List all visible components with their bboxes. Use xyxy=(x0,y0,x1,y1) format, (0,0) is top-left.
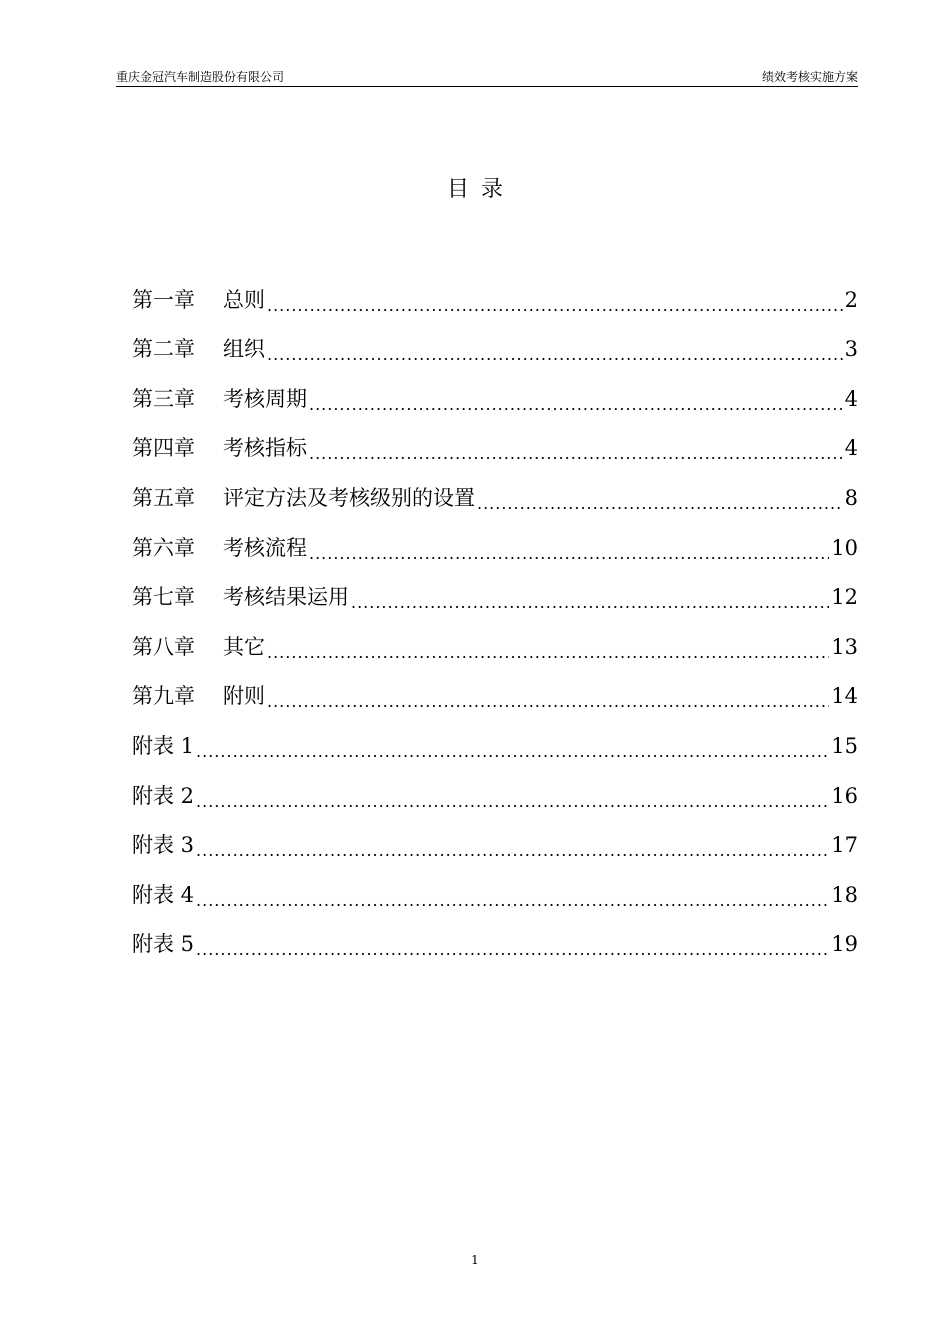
toc-entry-chapter: 第八章 xyxy=(132,634,195,659)
header-company-name: 重庆金冠汽车制造股份有限公司 xyxy=(116,70,285,84)
toc-entry-page-number: 15 xyxy=(831,733,858,758)
toc-entry-page-number: 17 xyxy=(831,833,858,858)
toc-entry-chapter: 第九章 xyxy=(132,684,195,709)
toc-entry-leader-dots xyxy=(267,329,843,369)
toc-entry[interactable] xyxy=(132,816,858,866)
toc-entry-text: 总则 xyxy=(223,287,265,312)
toc-entry-leader-dots xyxy=(309,528,829,568)
toc-entry-page-number: 4 xyxy=(844,386,858,411)
toc-entry-leader-dots xyxy=(196,776,829,816)
toc-entry-text: 考核流程 xyxy=(223,535,307,560)
toc-entry-leader-dots xyxy=(196,726,829,766)
toc-entry-chapter: 第六章 xyxy=(132,535,195,560)
toc-entry-leader-dots xyxy=(196,875,829,915)
toc-entry-chapter: 第三章 xyxy=(132,386,195,411)
toc-entry-page-number: 13 xyxy=(831,634,858,659)
toc-entry-chapter: 附表 5 xyxy=(132,932,195,957)
toc-entry-text: 其它 xyxy=(223,634,265,659)
toc-entry-leader-dots xyxy=(267,676,829,716)
toc-entry-chapter: 附表 1 xyxy=(132,733,195,758)
toc-entry-page-number: 16 xyxy=(831,783,858,808)
toc-entry-leader-dots xyxy=(477,478,843,518)
toc-entry-leader-dots xyxy=(196,924,829,964)
toc-entry[interactable] xyxy=(132,419,858,469)
toc-entry-text: 考核周期 xyxy=(223,386,307,411)
header-document-title: 绩效考核实施方案 xyxy=(761,70,858,84)
toc-entry[interactable] xyxy=(132,617,858,667)
toc-entry-leader-dots xyxy=(267,627,829,667)
toc-entry[interactable] xyxy=(132,468,858,518)
toc-entry[interactable] xyxy=(132,915,858,965)
toc-entry-text: 评定方法及考核级别的设置 xyxy=(223,485,475,510)
toc-entry-page-number: 10 xyxy=(831,535,858,560)
page-number: 1 xyxy=(471,1253,479,1267)
toc-entry-page-number: 4 xyxy=(844,436,858,461)
toc-entry-leader-dots xyxy=(351,577,829,617)
toc-entry-leader-dots xyxy=(196,825,829,865)
toc-entry-page-number: 8 xyxy=(844,485,858,510)
toc-entry[interactable] xyxy=(132,865,858,915)
toc-entry[interactable] xyxy=(132,270,858,320)
toc-entry-chapter: 第七章 xyxy=(132,585,195,610)
toc-entry-page-number: 19 xyxy=(831,932,858,957)
toc-entry[interactable] xyxy=(132,568,858,618)
toc-title: 目录 xyxy=(446,177,515,202)
toc-entry-chapter: 第二章 xyxy=(132,337,195,362)
toc-entry[interactable] xyxy=(132,320,858,370)
toc-entry-page-number: 14 xyxy=(831,684,858,709)
toc-entry-text: 考核结果运用 xyxy=(223,585,349,610)
toc-entry-chapter: 附表 4 xyxy=(132,882,195,907)
toc-entry-text: 附则 xyxy=(223,684,265,709)
toc-entry-page-number: 12 xyxy=(831,585,858,610)
toc-entry-text: 组织 xyxy=(223,337,265,362)
toc-entry-leader-dots xyxy=(267,280,843,320)
toc-list xyxy=(132,270,858,964)
toc-entry-chapter: 附表 2 xyxy=(132,783,195,808)
toc-entry-chapter: 附表 3 xyxy=(132,833,195,858)
toc-entry-text: 考核指标 xyxy=(223,436,307,461)
toc-entry-page-number: 3 xyxy=(844,337,858,362)
toc-entry[interactable] xyxy=(132,369,858,419)
toc-entry-chapter: 第四章 xyxy=(132,436,195,461)
toc-entry-page-number: 2 xyxy=(844,287,858,312)
toc-entry[interactable] xyxy=(132,716,858,766)
toc-entry[interactable] xyxy=(132,667,858,717)
toc-entry-page-number: 18 xyxy=(831,882,858,907)
toc-entry-leader-dots xyxy=(309,379,843,419)
toc-entry-chapter: 第五章 xyxy=(132,485,195,510)
toc-entry[interactable] xyxy=(132,518,858,568)
toc-entry[interactable] xyxy=(132,766,858,816)
toc-entry-leader-dots xyxy=(309,428,843,468)
toc-entry-chapter: 第一章 xyxy=(132,287,195,312)
page-header xyxy=(116,68,858,87)
